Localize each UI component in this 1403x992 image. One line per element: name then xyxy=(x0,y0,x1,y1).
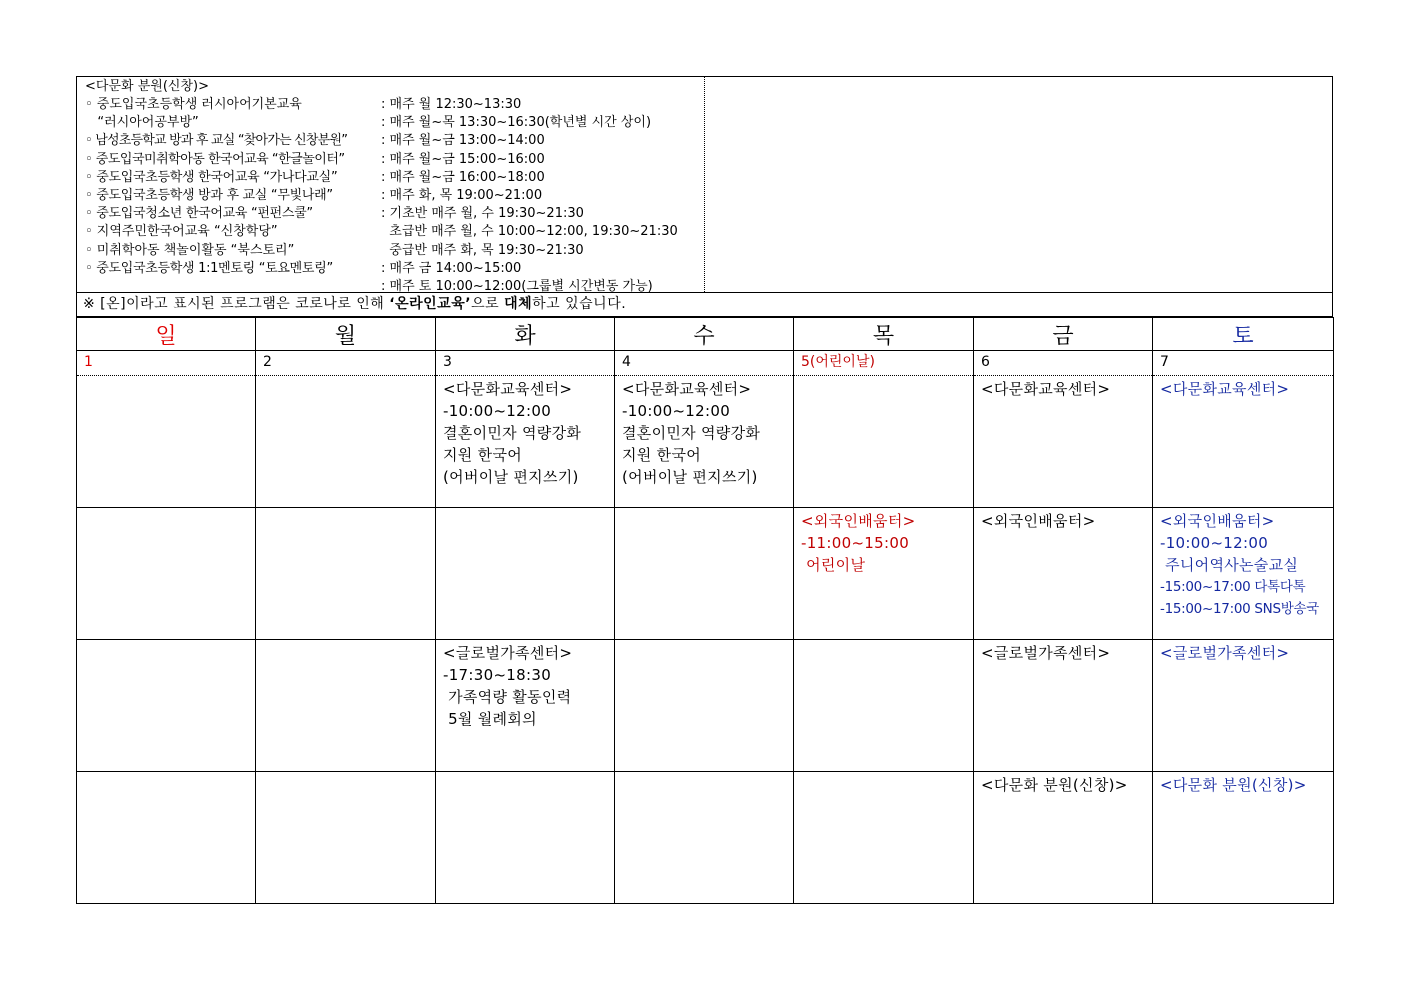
program-name: ◦ 미취학아동 책놀이활동 “북스토리” xyxy=(85,242,295,258)
event-line: 결혼이민자 역량강화 xyxy=(622,424,761,442)
weekday-sun: 일 xyxy=(77,318,256,351)
program-row xyxy=(85,260,704,278)
event-title: <다문화교육센터> xyxy=(1160,380,1290,398)
program-schedule: : 매주 월 12:30~13:30 xyxy=(381,97,522,112)
event xyxy=(1153,508,1333,620)
event-cell-wed xyxy=(615,376,794,508)
event-cell-sun xyxy=(77,772,256,904)
program-name: ◦ 중도입국미취학아동 한국어교육 “한글놀이터” xyxy=(85,151,345,167)
calendar-page xyxy=(76,76,1333,904)
program-row xyxy=(85,205,704,223)
date-cell xyxy=(77,351,256,376)
event-line: 지원 한국어 xyxy=(443,446,523,464)
event-cell-sat xyxy=(1153,640,1334,772)
date-number: 1 xyxy=(84,354,93,370)
program-name: ◦ 지역주민한국어교육 “신창학당” xyxy=(85,224,278,240)
program-schedule: : 매주 토 10:00~12:00(그룹별 시간변동 가능) xyxy=(381,278,653,294)
weekday-mon: 월 xyxy=(256,318,436,351)
event-line: -15:00~17:00 SNS방송국 xyxy=(1160,601,1319,617)
event-time: -10:00~12:00 xyxy=(443,402,552,420)
date-number: 4 xyxy=(622,354,631,370)
event-cell-thu xyxy=(794,640,974,772)
program-schedule: 중급반 매주 화, 목 19:30~21:30 xyxy=(381,242,584,258)
program-name: ◦ 중도입국초등학생 한국어교육 “가나다교실” xyxy=(85,169,338,185)
event-cell-sun xyxy=(77,508,256,640)
event-cell-tue xyxy=(436,772,615,904)
event-line: 결혼이민자 역량강화 xyxy=(443,424,582,442)
event-cell-thu xyxy=(794,508,974,640)
program-row xyxy=(85,96,704,114)
program-schedule: : 매주 월~금 15:00~16:00 xyxy=(381,151,545,167)
program-row xyxy=(85,187,704,205)
event-cell-sun xyxy=(77,376,256,508)
weekday-wed: 수 xyxy=(615,318,794,351)
program-schedule: : 매주 월~금 16:00~18:00 xyxy=(381,169,545,185)
event xyxy=(974,772,1152,796)
event-cell-sat xyxy=(1153,376,1334,508)
event-line: (어버이날 편지쓰기) xyxy=(443,468,579,486)
event xyxy=(436,640,614,730)
date-cell xyxy=(794,351,974,376)
program-schedule: : 매주 월~목 13:30~16:30(학년별 시간 상이) xyxy=(381,115,652,131)
program-name: ◦ 중도입국청소년 한국어교육 “펀펀스쿨” xyxy=(85,206,313,222)
event-line: 어린이날 xyxy=(801,556,866,574)
event-time: -17:30~18:30 xyxy=(443,666,552,684)
weekday-sat: 토 xyxy=(1153,318,1334,351)
program-name: ◦ 중도입국초등학생 방과 후 교실 “무빛나래” xyxy=(85,187,333,203)
event xyxy=(974,640,1152,664)
program-row xyxy=(85,278,704,296)
event-title: <다문화교육센터> xyxy=(622,380,752,398)
notice-middle: 으로 xyxy=(471,296,505,312)
event-cell-wed xyxy=(615,772,794,904)
event-cell-mon xyxy=(256,772,436,904)
event-cell-sat xyxy=(1153,508,1334,640)
program-row xyxy=(85,151,704,169)
calendar-table xyxy=(76,317,1334,904)
event-cell-tue xyxy=(436,508,615,640)
event-line: 지원 한국어 xyxy=(622,446,702,464)
weekday-fri: 금 xyxy=(974,318,1153,351)
event-cell-mon xyxy=(256,376,436,508)
event xyxy=(1153,376,1333,400)
event-cell-wed xyxy=(615,640,794,772)
event-line: 5월 월례회의 xyxy=(443,710,537,728)
program-info-box xyxy=(76,76,1333,293)
program-list xyxy=(77,77,705,292)
program-row xyxy=(85,132,704,150)
date-number: 7 xyxy=(1160,354,1169,370)
event-title: <글로벌가족센터> xyxy=(443,644,573,662)
event-cell-tue xyxy=(436,376,615,508)
program-name: ◦ 중도입국초등학생 1:1멘토링 “토요멘토링” xyxy=(85,260,333,276)
program-name: “러시아어공부방” xyxy=(85,115,199,131)
date-cell xyxy=(974,351,1153,376)
event-title: <다문화교육센터> xyxy=(981,380,1111,398)
event-cell-mon xyxy=(256,508,436,640)
program-schedule: 초급반 매주 월, 수 10:00~12:00, 19:30~21:30 xyxy=(381,224,678,240)
event-title: <외국인배움터> xyxy=(1160,512,1275,530)
event-time: -11:00~15:00 xyxy=(801,534,910,552)
date-cell xyxy=(1153,351,1334,376)
event-title: <글로벌가족센터> xyxy=(981,644,1111,662)
notice-prefix: ※ [온]이라고 표시된 프로그램은 코로나로 인해 xyxy=(83,296,390,312)
date-number: 6 xyxy=(981,354,990,370)
program-name: ◦ 남성초등학교 방과 후 교실 “찾아가는 신창분원” xyxy=(85,133,348,149)
event xyxy=(974,508,1152,532)
event-cell-fri xyxy=(974,376,1153,508)
event-row-global-family-center xyxy=(77,640,1334,772)
date-number-holiday: 5(어린이날) xyxy=(801,354,875,370)
event-line: 가족역량 활동인력 xyxy=(443,688,572,706)
event-cell-fri xyxy=(974,508,1153,640)
event-title: <외국인배움터> xyxy=(981,512,1096,530)
event xyxy=(794,508,973,576)
date-number: 3 xyxy=(443,354,452,370)
event-title: <외국인배움터> xyxy=(801,512,916,530)
notice-bold-online: ‘온라인교육’ xyxy=(389,296,472,312)
event-cell-thu xyxy=(794,376,974,508)
event-title: <글로벌가족센터> xyxy=(1160,644,1290,662)
program-schedule: : 매주 월~금 13:00~14:00 xyxy=(381,133,545,149)
event-row-branch-sinchang xyxy=(77,772,1334,904)
notice-suffix: 하고 있습니다. xyxy=(532,296,627,312)
event-cell-sat xyxy=(1153,772,1334,904)
event-cell-fri xyxy=(974,772,1153,904)
program-row xyxy=(85,169,704,187)
program-row xyxy=(85,114,704,132)
online-notice xyxy=(76,293,1333,317)
weekday-tue: 화 xyxy=(436,318,615,351)
event-cell-fri xyxy=(974,640,1153,772)
event-cell-mon xyxy=(256,640,436,772)
event xyxy=(615,376,793,488)
event xyxy=(1153,772,1333,796)
event-title: <다문화교육센터> xyxy=(443,380,573,398)
date-row xyxy=(77,351,1334,376)
date-cell xyxy=(615,351,794,376)
weekday-thu: 목 xyxy=(794,318,974,351)
event-line: (어버이날 편지쓰기) xyxy=(622,468,758,486)
event-title: <다문화 분원(신창)> xyxy=(981,776,1128,794)
event-cell-wed xyxy=(615,508,794,640)
event-cell-tue xyxy=(436,640,615,772)
event xyxy=(974,376,1152,400)
program-name: ◦ 중도입국초등학생 러시아어기본교육 xyxy=(85,97,302,112)
date-number: 2 xyxy=(263,354,272,370)
event-cell-sun xyxy=(77,640,256,772)
event-time: -10:00~12:00 xyxy=(622,402,731,420)
event-row-multicultural-center xyxy=(77,376,1334,508)
event-line: 주니어역사논술교실 xyxy=(1160,556,1299,574)
event-row-foreigner-school xyxy=(77,508,1334,640)
program-list-title: <다문화 분원(신창)> xyxy=(85,79,209,94)
date-cell xyxy=(256,351,436,376)
program-row xyxy=(85,223,704,241)
event-time: -10:00~12:00 xyxy=(1160,534,1269,552)
event-line: -15:00~17:00 다톡다톡 xyxy=(1160,579,1306,595)
program-schedule: : 기초반 매주 월, 수 19:30~21:30 xyxy=(381,206,584,222)
program-name xyxy=(85,278,381,296)
weekday-header xyxy=(77,318,1334,351)
event-cell-thu xyxy=(794,772,974,904)
notice-bold-replace: 대체 xyxy=(504,296,533,312)
event-title: <다문화 분원(신창)> xyxy=(1160,776,1307,794)
event xyxy=(436,376,614,488)
date-cell xyxy=(436,351,615,376)
program-row xyxy=(85,242,704,260)
program-schedule: : 매주 화, 목 19:00~21:00 xyxy=(381,187,543,203)
program-schedule: : 매주 금 14:00~15:00 xyxy=(381,260,522,276)
event xyxy=(1153,640,1333,664)
